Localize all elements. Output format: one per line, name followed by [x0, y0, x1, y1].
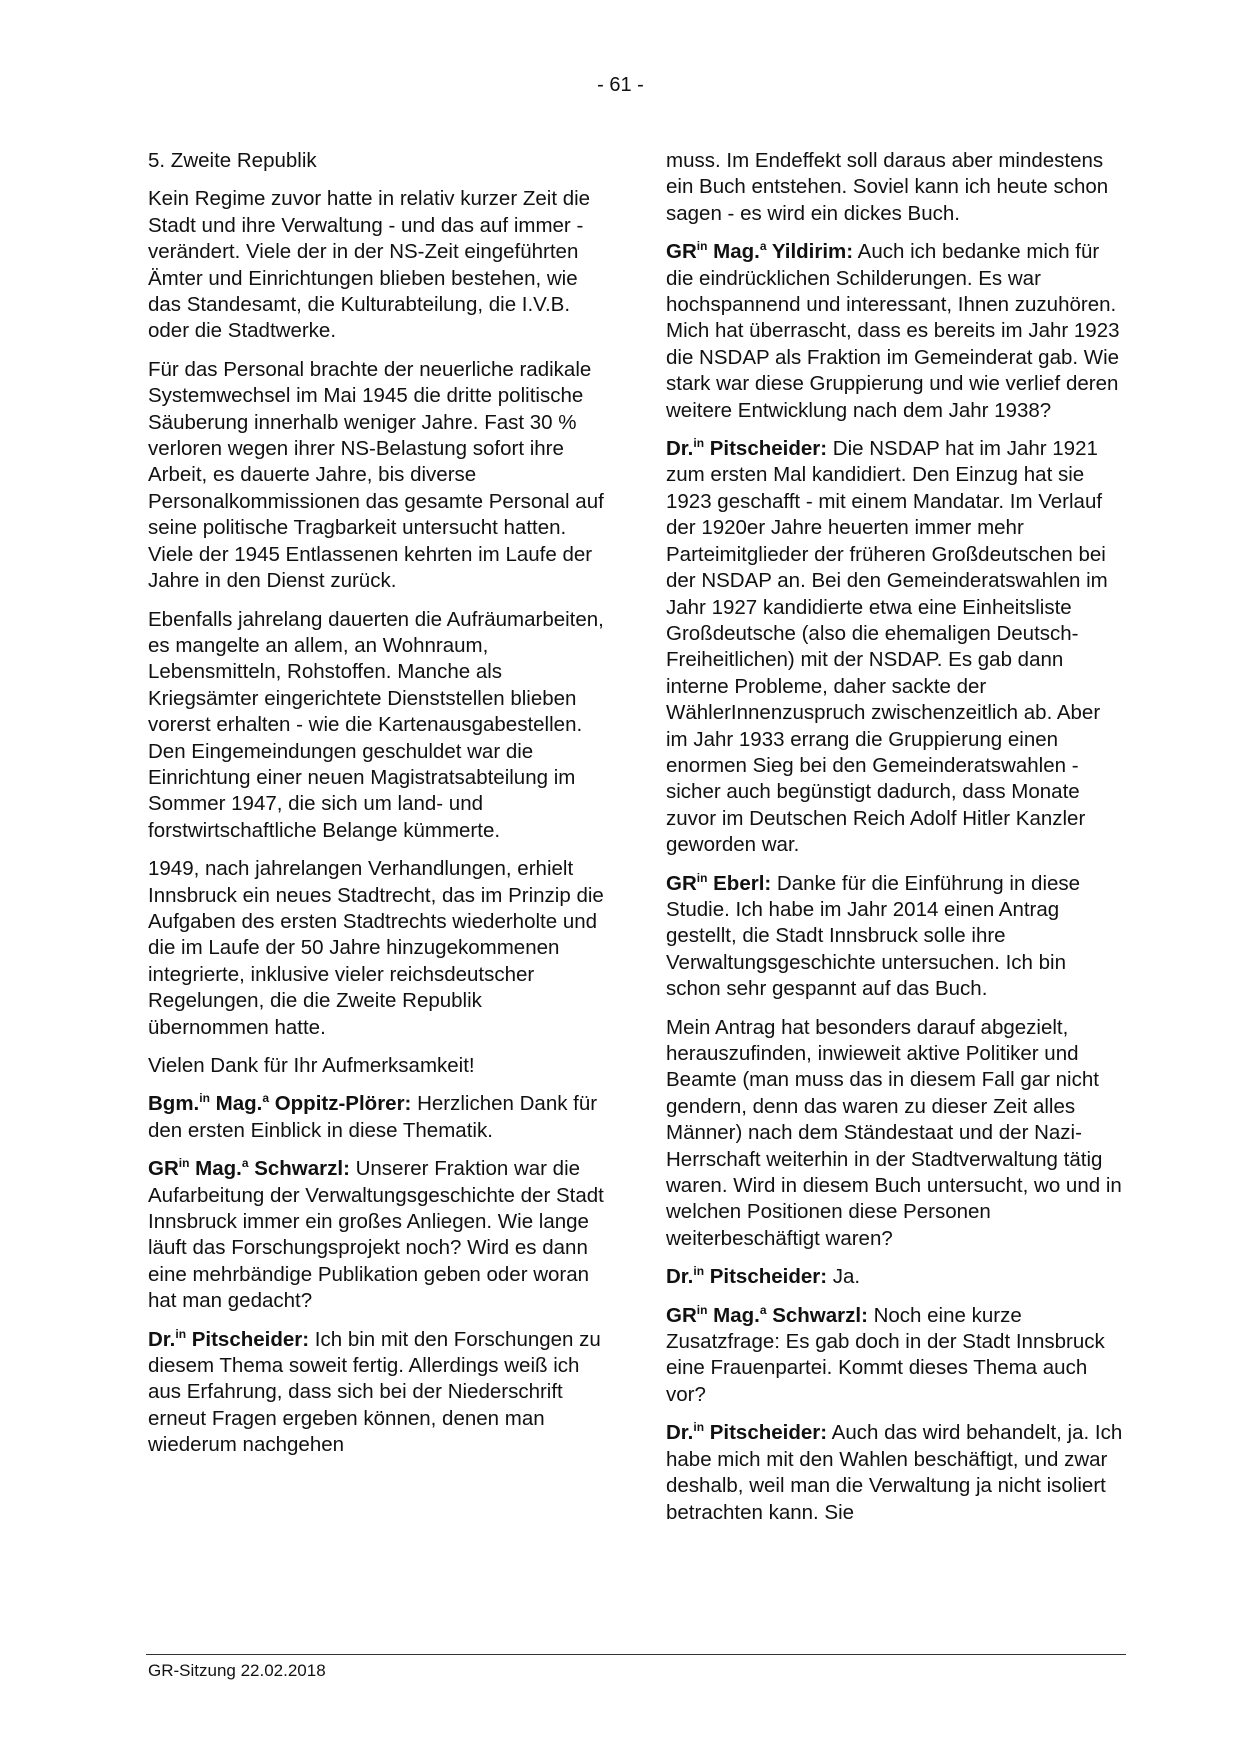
- speaker-name: $GR^{in}$ Mag.$^a$ Schwarzl:: [666, 1302, 868, 1327]
- statement: [666, 239, 1124, 424]
- footer-text: GR-Sitzung 22.02.2018: [148, 1661, 326, 1680]
- statement-text: Danke für die Einführung in diese Studie. Ich habe im Jahr 2014 einen Antrag gestellt, die Stadt Innsbruck solle ihre Verwaltungsgeschichte untersuchen. Ich bin schon sehr gespannt auf das Buch.: [666, 871, 1081, 1001]
- statement-text: Ja.: [827, 1265, 861, 1289]
- statement-text: Auch ich bedanke mich für die eindrücklichen Schilderungen. Es war hochspannend und interessant, Ihnen zuzuhören. Mich hat überrascht, dass es bereits im Jahr 1923 die NSDAP als Fraktion im Gemeinderat gab. Wie stark war diese Gruppierung und wie verlief deren weitere Entwicklung nach dem Jahr 1938?: [666, 240, 1120, 422]
- paragraph: Mein Antrag hat besonders darauf abgezielt, herauszufinden, inwieweit aktive Politiker und Beamte (man muss das in diesem Fall gar nicht gendern, denn das waren zu dieser Zeit alles Männer) nach dem Ständestaat und der Nazi-Herrschaft weiterhin in der Stadtverwaltung tätig waren. Wird in diesem Buch untersucht, wo und in welchen Positionen diese Personen weiterbeschäftigt waren?: [666, 1015, 1122, 1250]
- section-heading: 5. Zweite Republik: [148, 149, 317, 172]
- paragraph: Für das Personal brachte der neuerliche radikale Systemwechsel im Mai 1945 die dritte politische Säuberung innerhalb weniger Jahre. Fast 30 % verloren wegen ihrer NS-Belastung sofort ihre Arbeit, es dauerte Jahre, bis diverse Personalkommissionen das gesamte Personal auf seine politische Tragbarkeit untersucht hatten. Viele der 1945 Entlassenen kehrten im Laufe der Jahre in den Dienst zurück.: [148, 357, 604, 593]
- statement-text: Noch eine kurze Zusatzfrage: Es gab doch in der Stadt Innsbruck eine Frauenpartei. Kommt dieses Thema auch vor?: [666, 1303, 1105, 1406]
- statement-text: Auch das wird behandelt, ja. Ich habe mich mit den Wahlen beschäftigt, und zwar deshalb, weil man die Verwaltung ja nicht isoliert betrachten kann. Sie: [666, 1421, 1123, 1524]
- statement: [666, 1264, 1124, 1290]
- statement: [666, 871, 1124, 1003]
- statement-text: Ich bin mit den Forschungen zu diesem Thema soweit fertig. Allerdings weiß ich aus Erfahrung, dass sich bei der Niederschrift erneut Fragen ergeben können, denen man wiederum nachgehen: [148, 1327, 601, 1457]
- speaker-name: Dr.$^{in}$ Pitscheider:: [148, 1326, 310, 1351]
- speaker-name: Dr.$^{in}$ Pitscheider:: [666, 1264, 828, 1289]
- statement: [148, 1156, 606, 1314]
- statement: [666, 436, 1124, 859]
- left-column: [148, 148, 606, 1471]
- speaker-name: $GR^{in}$ Mag.$^a$ Yildirim:: [666, 239, 854, 264]
- statement-text: Herzlichen Dank für den ersten Einblick in diese Thematik.: [148, 1092, 598, 1142]
- speaker-name: Dr.$^{in}$ Pitscheider:: [666, 1420, 828, 1445]
- statement: [148, 1327, 606, 1459]
- footer-divider: [146, 1654, 1126, 1655]
- speaker-name: Bgm.$^{in}$ Mag.$^a$ Oppitz-Plörer:: [148, 1091, 412, 1116]
- paragraph: Kein Regime zuvor hatte in relativ kurzer Zeit die Stadt und ihre Verwaltung - und das auf immer - verändert. Viele der in der NS-Zeit eingeführten Ämter und Einrichtungen blieben bestehen, wie das Standesamt, die Kulturabteilung, die I.V.B. oder die Stadtwerke.: [148, 187, 591, 343]
- speaker-name: $GR^{in}$ Eberl:: [666, 870, 772, 895]
- paragraph: Vielen Dank für Ihr Aufmerksamkeit!: [148, 1054, 475, 1077]
- statement-text: Die NSDAP hat im Jahr 1921 zum ersten Mal kandidiert. Den Einzug hat sie 1923 geschafft - mit einem Mandatar. Im Verlauf der 1920er Jahre heuerten immer mehr Parteimitglieder der früheren Großdeutschen bei der NSDAP an. Bei den Gemeinderatswahlen im Jahr 1927 kandidierte etwa eine Einheitsliste Großdeutsche (also die ehemaligen Deutsch-Freiheitlichen) mit der NSDAP. Es gab dann interne Probleme, daher sackte der WählerInnenzuspruch zwischenzeitlich ab. Aber im Jahr 1933 errang die Gruppierung einen enormen Sieg bei den Gemeinderatswahlen - sicher auch begünstigt dadurch, dass Monate zuvor im Deutschen Reich Adolf Hitler Kanzler geworden war.: [666, 437, 1108, 857]
- speaker-name: $GR^{in}$ Mag.$^a$ Schwarzl:: [148, 1156, 350, 1181]
- statement: [148, 1091, 606, 1144]
- paragraph: Ebenfalls jahrelang dauerten die Aufräumarbeiten, es mangelte an allem, an Wohnraum, Lebensmitteln, Rohstoffen. Manche als Kriegsämter eingerichtete Dienststellen blieben vorerst erhalten - wie die Kartenausgabestellen. Den Eingemeindungen geschuldet war die Einrichtung einer neuen Magistratsabteilung im Sommer 1947, die sich um land- und forstwirtschaftliche Belange kümmerte.: [148, 607, 604, 842]
- right-column: [666, 148, 1124, 1538]
- paragraph: 1949, nach jahrelangen Verhandlungen, erhielt Innsbruck ein neues Stadtrecht, das im Prinzip die Aufgaben des ersten Stadtrechts wiederholte und die im Laufe der 50 Jahre hinzugekommenen integrierte, inklusive vieler reichsdeutscher Regelungen, die die Zweite Republik übernommen hatte.: [148, 857, 604, 1039]
- statement-text: Unserer Fraktion war die Aufarbeitung der Verwaltungsgeschichte der Stadt Innsbruck immer ein großes Anliegen. Wie lange läuft das Forschungsprojekt noch? Wird es dann eine mehrbändige Publikation geben oder woran hat man gedacht?: [148, 1157, 604, 1313]
- page-number: - 61 -: [597, 74, 644, 96]
- statement: [666, 1303, 1124, 1409]
- speaker-name: Dr.$^{in}$ Pitscheider:: [666, 436, 828, 461]
- statement: [666, 1420, 1124, 1526]
- paragraph-continuation: muss. Im Endeffekt soll daraus aber mindestens ein Buch entstehen. Soviel kann ich heute schon sagen - es wird ein dickes Buch.: [666, 149, 1109, 225]
